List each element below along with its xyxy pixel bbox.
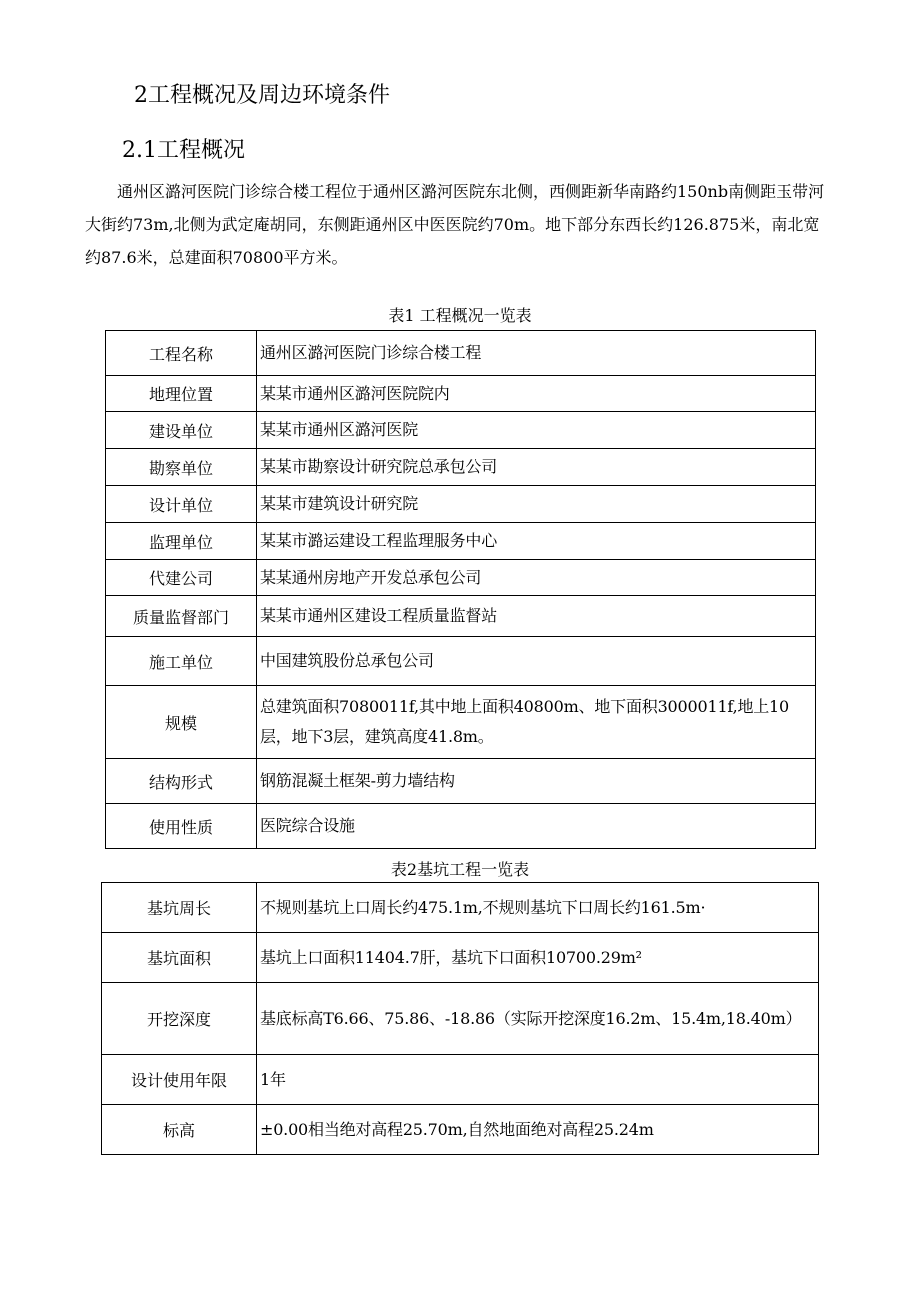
row-label: 标高 <box>102 1105 257 1155</box>
table-row <box>106 331 816 376</box>
foundation-pit-table <box>101 882 819 1155</box>
row-value: 某某市通州区潞河医院院内 <box>257 376 816 412</box>
row-value: 某某市建筑设计研究院 <box>257 486 816 523</box>
row-label: 使用性质 <box>106 804 257 849</box>
row-value: 医院综合设施 <box>257 804 816 849</box>
row-value: 钢筋混凝土框架-剪力墙结构 <box>257 759 816 804</box>
row-label: 基坑周长 <box>102 883 257 933</box>
row-value: 某某市通州区潞河医院 <box>257 412 816 449</box>
table-row <box>102 883 819 933</box>
row-value: 基底标高T6.66、75.86、-18.86（实际开挖深度16.2m、15.4m,18.40m） <box>257 983 819 1055</box>
table1-caption: 表1 工程概况一览表 <box>388 306 532 325</box>
subsection-heading: 2.1工程概况 <box>122 138 245 163</box>
table-row <box>106 804 816 849</box>
table-row <box>106 759 816 804</box>
row-value: 基坑上口面积11404.7肝，基坑下口面积10700.29m² <box>257 933 819 983</box>
table-row <box>102 1055 819 1105</box>
row-value: 中国建筑股份总承包公司 <box>257 637 816 686</box>
row-label: 基坑面积 <box>102 933 257 983</box>
table-row <box>102 1105 819 1155</box>
row-label: 代建公司 <box>106 560 257 596</box>
row-label: 地理位置 <box>106 376 257 412</box>
row-value: 总建筑面积7080011f,其中地上面积40800m、地下面积3000011f,地上10层，地下3层，建筑高度41.8m。 <box>257 686 816 759</box>
row-label: 结构形式 <box>106 759 257 804</box>
table-row <box>106 637 816 686</box>
row-label: 设计使用年限 <box>102 1055 257 1105</box>
row-value: 某某市潞运建设工程监理服务中心 <box>257 523 816 560</box>
table-row <box>106 412 816 449</box>
table-row <box>106 523 816 560</box>
row-label: 建设单位 <box>106 412 257 449</box>
row-label: 勘察单位 <box>106 449 257 486</box>
row-label: 规模 <box>106 686 257 759</box>
row-label: 施工单位 <box>106 637 257 686</box>
table-row <box>106 560 816 596</box>
row-label: 工程名称 <box>106 331 257 376</box>
row-value: 某某市通州区建设工程质量监督站 <box>257 596 816 637</box>
table-row <box>106 376 816 412</box>
row-label: 质量监督部门 <box>106 596 257 637</box>
row-label: 监理单位 <box>106 523 257 560</box>
overview-paragraph: 通州区潞河医院门诊综合楼工程位于通州区潞河医院东北侧，西侧距新华南路约150nb南侧距玉带河大街约73m,北侧为武定庵胡同，东侧距通州区中医医院约70m。地下部分东西长约126.875米，南北宽约87.6米，总建面积70800平方米。 <box>85 182 825 267</box>
table-row <box>102 933 819 983</box>
row-value: 某某通州房地产开发总承包公司 <box>257 560 816 596</box>
row-label: 开挖深度 <box>102 983 257 1055</box>
row-value: 1年 <box>257 1055 819 1105</box>
table-row <box>106 449 816 486</box>
section-heading: 2工程概况及周边环境条件 <box>134 83 390 108</box>
row-label: 设计单位 <box>106 486 257 523</box>
table2-caption: 表2基坑工程一览表 <box>390 860 530 879</box>
row-value: ±0.00相当绝对高程25.70m,自然地面绝对高程25.24m <box>257 1105 819 1155</box>
table-row <box>106 596 816 637</box>
project-overview-table <box>105 330 816 849</box>
row-value: 通州区潞河医院门诊综合楼工程 <box>257 331 816 376</box>
row-value: 某某市勘察设计研究院总承包公司 <box>257 449 816 486</box>
table-row <box>106 486 816 523</box>
row-value: 不规则基坑上口周长约475.1m,不规则基坑下口周长约161.5m· <box>257 883 819 933</box>
table-row <box>102 983 819 1055</box>
table-row <box>106 686 816 759</box>
